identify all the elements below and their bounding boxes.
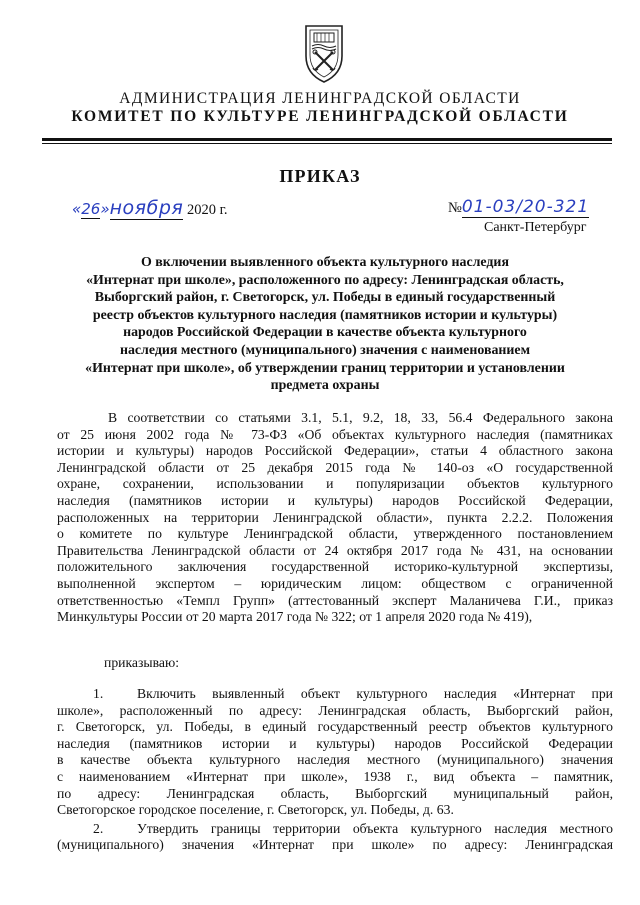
item-line: школе», расположенный по адресу: Ленинградская область, Выборгский район,: [57, 702, 613, 718]
city: Санкт-Петербург: [484, 220, 587, 235]
body-line: от 25 июня 2002 года № 73-ФЗ «Об объектах культурного наследия (памятниках: [57, 426, 613, 442]
administration-name: АДМИНИСТРАЦИЯ ЛЕНИНГРАДСКОЙ ОБЛАСТИ: [119, 90, 521, 107]
item-line: Утвердить границы территории объекта культурного наследия местного: [137, 820, 613, 836]
item-2-first-line: [57, 821, 613, 838]
heading-line: Выборгский район, г. Светогорск, ул. Победы в единый государственный: [94, 290, 556, 306]
body-line: расположенных на территории Ленинградской области», пункта 2.2.2. Положения: [57, 509, 613, 525]
heading-line: наследия местного (муниципального) значения с наименованием: [119, 342, 531, 358]
heading-line: «Интернат при школе», расположенного по адресу: Ленинградская область,: [86, 272, 564, 288]
item-line: Включить выявленный объект культурного наследия «Интернат при: [137, 686, 613, 701]
body-line: Ленинградской области от 25 декабря 2015 года № 140-оз «О государственной: [57, 459, 613, 475]
body-line: Правительства Ленинградской области от 24 октября 2017 года № 431, на основании: [57, 542, 613, 558]
item-line: с наименованием «Интернат при школе», 1938 г., вид объекта – памятник,: [57, 768, 613, 784]
item-line: (муниципального) значения «Интернат при школе» по адресу: Ленинградская: [57, 837, 613, 853]
date-day: 26: [81, 200, 101, 218]
number-sign: №: [448, 200, 462, 216]
item-2-number: 2.: [93, 820, 104, 836]
document-title: ПРИКАЗ: [279, 166, 361, 186]
item-line: г. Светогорск, ул. Победы, в единый государственный реестр объектов культурного: [57, 719, 613, 735]
date-open-quote: «: [72, 200, 82, 218]
number-value: 01-03/20-321: [461, 197, 590, 217]
item-line: Светогорское городское поселение, г. Светогорск, ул. Победы, д. 63.: [57, 802, 454, 818]
heading-line: «Интернат при школе», об утверждении границ территории и установлении: [85, 360, 565, 376]
heading-line: предмета охраны: [270, 378, 380, 394]
body-line: В соответствии со статьями 3.1, 5.1, 9.2, 18, 33, 56.4 Федерального закона: [108, 410, 613, 425]
body-line: охране, сохранении, использовании и популяризации объектов культурного: [57, 476, 613, 492]
committee-name: КОМИТЕТ ПО КУЛЬТУРЕ ЛЕНИНГРАДСКОЙ ОБЛАСТИ: [71, 108, 569, 125]
date-year: 2020 г.: [186, 202, 228, 218]
header-divider-thick: [42, 138, 612, 141]
body-line: ответственностью «Темпл Групп» (аттестованный эксперт Маланичева Г.И., приказ: [57, 592, 613, 608]
order-number: [448, 197, 589, 217]
item-1-first-line: [57, 686, 613, 703]
order-heading: [60, 254, 590, 395]
body-line: о комитете по культуре Ленинградской области, утвержденного постановлением: [57, 526, 613, 542]
item-line: по адресу: Ленинградская область, Выборгский муниципальный район,: [57, 785, 613, 801]
date-close-quote: »: [100, 200, 110, 218]
coat-of-arms-icon: [302, 22, 346, 86]
item-line: в качестве объекта культурного наследия местного (муниципального) значения: [57, 752, 613, 768]
order-items: [57, 686, 613, 854]
body-line: Минкультуры России от 20 марта 2017 года № 322; от 1 апреля 2020 года № 419),: [57, 609, 533, 625]
heading-line: народов Российской Федерации в качестве объекта культурного: [123, 325, 527, 341]
body-line: наследия (памятников истории и культуры) народов Российской Федерации,: [57, 492, 613, 508]
date-month: ноября: [109, 197, 184, 219]
body-line: выполненной экспертом – юридическим лицом: обществом с ограниченной: [57, 575, 613, 591]
item-line: наследия (памятников истории и культуры) народов Российской Федерации: [57, 735, 613, 751]
header-divider-thin: [42, 143, 612, 144]
order-date: [72, 197, 228, 219]
heading-line: О включении выявленного объекта культурного наследия: [141, 255, 509, 270]
body-line: истории и культуры) народов Российской Федерации», статьи 4 областного закона: [57, 443, 613, 459]
order-verb: приказываю:: [104, 655, 180, 670]
body-line: положительного заключения государственной историко-культурной экспертизы,: [57, 559, 613, 575]
heading-line: реестр объектов культурного наследия (памятников истории и культуры): [92, 307, 558, 323]
item-1-number: 1.: [93, 686, 104, 701]
preamble-paragraph: [57, 410, 613, 626]
